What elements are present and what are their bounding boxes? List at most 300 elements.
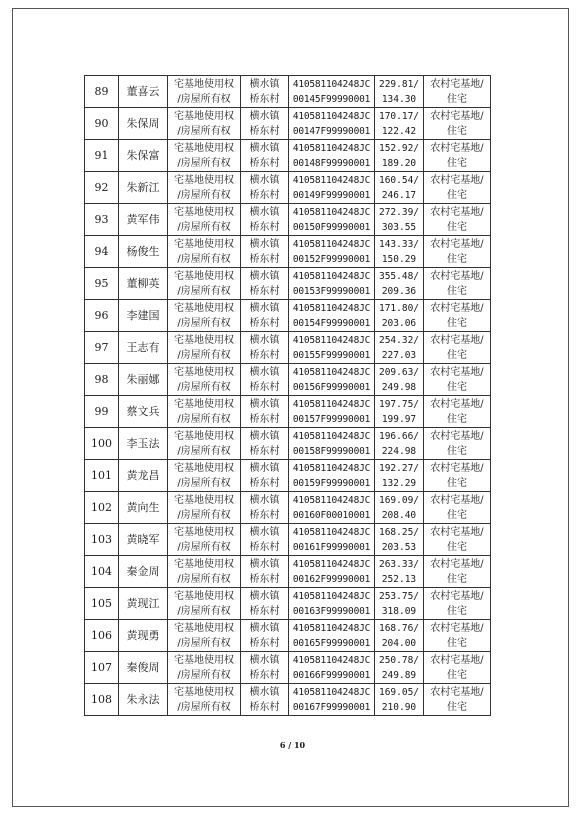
right-type-cell <box>168 556 241 588</box>
area-line: 122.42 <box>381 125 417 137</box>
unit-code-line: 410581104248JC <box>292 302 371 314</box>
owner-name-cell: 黄军伟 <box>119 204 168 236</box>
area-line: 303.55 <box>381 221 417 233</box>
unit-code-line: 410581104248JC <box>292 654 371 666</box>
right-type-cell <box>168 204 241 236</box>
area-line: 253.75/ <box>378 590 420 602</box>
row-number-cell: 91 <box>85 140 119 172</box>
right-type-line: /房屋所有权 <box>177 477 231 489</box>
location-line: 桥东村 <box>249 317 280 329</box>
owner-name-cell: 秦金周 <box>119 556 168 588</box>
unit-code-line: 410581104248JC <box>292 334 371 346</box>
land-use-line: 住宅 <box>447 381 467 393</box>
location-line: 桥东村 <box>249 573 280 585</box>
area-line: 208.40 <box>381 509 417 521</box>
location-line: 横水镇 <box>249 238 280 250</box>
unit-code-cell <box>289 300 375 332</box>
row-number-cell: 102 <box>85 492 119 524</box>
location-line: 桥东村 <box>249 477 280 489</box>
location-line: 横水镇 <box>249 590 280 602</box>
location-line: 桥东村 <box>249 541 280 553</box>
row-number-cell: 100 <box>85 428 119 460</box>
table-row <box>85 460 491 492</box>
right-type-line: 宅基地使用权 <box>174 366 234 378</box>
land-use-line: 住宅 <box>447 93 467 105</box>
unit-code-line: 00167F99990001 <box>292 701 371 713</box>
row-number-cell: 92 <box>85 172 119 204</box>
row-number-cell: 90 <box>85 108 119 140</box>
location-line: 横水镇 <box>249 686 280 698</box>
owner-name-cell: 黄现江 <box>119 588 168 620</box>
row-number-cell: 106 <box>85 620 119 652</box>
area-cell <box>375 684 424 716</box>
area-line: 249.98 <box>381 381 417 393</box>
land-use-line: 农村宅基地/ <box>430 206 484 218</box>
area-line: 249.89 <box>381 669 417 681</box>
right-type-cell <box>168 588 241 620</box>
unit-code-line: 00160F00010001 <box>292 509 371 521</box>
unit-code-cell <box>289 492 375 524</box>
location-line: 桥东村 <box>249 381 280 393</box>
land-use-line: 农村宅基地/ <box>430 334 484 346</box>
right-type-cell <box>168 364 241 396</box>
table-body <box>85 76 491 716</box>
right-type-cell <box>168 236 241 268</box>
row-number-cell: 104 <box>85 556 119 588</box>
area-cell <box>375 396 424 428</box>
land-use-line: 农村宅基地/ <box>430 494 484 506</box>
right-type-cell <box>168 652 241 684</box>
right-type-line: /房屋所有权 <box>177 285 231 297</box>
area-cell <box>375 268 424 300</box>
right-type-line: 宅基地使用权 <box>174 334 234 346</box>
right-type-cell <box>168 620 241 652</box>
unit-code-line: 00163F99990001 <box>292 605 371 617</box>
location-line: 横水镇 <box>249 174 280 186</box>
unit-code-line: 00155F99990001 <box>292 349 371 361</box>
area-line: 227.03 <box>381 349 417 361</box>
unit-code-line: 00156F99990001 <box>292 381 371 393</box>
row-number-cell: 89 <box>85 76 119 108</box>
land-use-cell <box>424 268 491 300</box>
right-type-line: /房屋所有权 <box>177 125 231 137</box>
location-line: 横水镇 <box>249 366 280 378</box>
area-line: 250.78/ <box>378 654 420 666</box>
table-row <box>85 620 491 652</box>
owner-name-cell: 朱永法 <box>119 684 168 716</box>
right-type-cell <box>168 428 241 460</box>
right-type-line: 宅基地使用权 <box>174 526 234 538</box>
unit-code-line: 00158F99990001 <box>292 445 371 457</box>
table-row <box>85 684 491 716</box>
unit-code-line: 00152F99990001 <box>292 253 371 265</box>
location-cell <box>241 332 289 364</box>
location-cell <box>241 428 289 460</box>
land-use-cell <box>424 556 491 588</box>
area-line: 199.97 <box>381 413 417 425</box>
owner-name-cell: 朱新江 <box>119 172 168 204</box>
land-use-line: 农村宅基地/ <box>430 462 484 474</box>
unit-code-line: 410581104248JC <box>292 78 371 90</box>
table-row <box>85 268 491 300</box>
area-cell <box>375 620 424 652</box>
right-type-line: /房屋所有权 <box>177 445 231 457</box>
unit-code-line: 00165F99990001 <box>292 637 371 649</box>
right-type-cell <box>168 108 241 140</box>
right-type-line: /房屋所有权 <box>177 573 231 585</box>
location-cell <box>241 140 289 172</box>
area-line: 192.27/ <box>378 462 420 474</box>
area-line: 318.09 <box>381 605 417 617</box>
owner-name-cell: 董柳英 <box>119 268 168 300</box>
land-use-line: 住宅 <box>447 509 467 521</box>
location-cell <box>241 396 289 428</box>
location-cell <box>241 620 289 652</box>
unit-code-line: 410581104248JC <box>292 174 371 186</box>
area-cell <box>375 76 424 108</box>
location-cell <box>241 268 289 300</box>
table-row <box>85 236 491 268</box>
right-type-line: /房屋所有权 <box>177 541 231 553</box>
area-line: 210.90 <box>381 701 417 713</box>
location-cell <box>241 364 289 396</box>
right-type-line: /房屋所有权 <box>177 221 231 233</box>
table-row <box>85 524 491 556</box>
row-number-cell: 103 <box>85 524 119 556</box>
area-line: 171.80/ <box>378 302 420 314</box>
right-type-line: 宅基地使用权 <box>174 78 234 90</box>
land-use-line: 住宅 <box>447 253 467 265</box>
right-type-cell <box>168 460 241 492</box>
location-cell <box>241 492 289 524</box>
table-row <box>85 332 491 364</box>
location-line: 桥东村 <box>249 413 280 425</box>
unit-code-line: 410581104248JC <box>292 622 371 634</box>
row-number-cell: 98 <box>85 364 119 396</box>
right-type-line: /房屋所有权 <box>177 253 231 265</box>
land-use-line: 住宅 <box>447 541 467 553</box>
owner-name-cell: 王志有 <box>119 332 168 364</box>
area-line: 143.33/ <box>378 238 420 250</box>
area-line: 246.17 <box>381 189 417 201</box>
unit-code-line: 410581104248JC <box>292 430 371 442</box>
land-use-line: 农村宅基地/ <box>430 398 484 410</box>
right-type-line: /房屋所有权 <box>177 669 231 681</box>
area-cell <box>375 364 424 396</box>
unit-code-cell <box>289 460 375 492</box>
table-row <box>85 396 491 428</box>
location-line: 桥东村 <box>249 157 280 169</box>
land-use-cell <box>424 588 491 620</box>
land-use-line: 住宅 <box>447 189 467 201</box>
unit-code-cell <box>289 268 375 300</box>
table-row <box>85 76 491 108</box>
land-use-line: 农村宅基地/ <box>430 526 484 538</box>
land-use-line: 住宅 <box>447 125 467 137</box>
area-cell <box>375 492 424 524</box>
location-line: 横水镇 <box>249 398 280 410</box>
right-type-line: /房屋所有权 <box>177 381 231 393</box>
area-cell <box>375 588 424 620</box>
land-use-line: 农村宅基地/ <box>430 622 484 634</box>
unit-code-line: 410581104248JC <box>292 462 371 474</box>
area-line: 224.98 <box>381 445 417 457</box>
unit-code-line: 410581104248JC <box>292 398 371 410</box>
right-type-cell <box>168 492 241 524</box>
unit-code-cell <box>289 236 375 268</box>
area-line: 229.81/ <box>378 78 420 90</box>
right-type-line: /房屋所有权 <box>177 413 231 425</box>
area-cell <box>375 300 424 332</box>
owner-name-cell: 李建国 <box>119 300 168 332</box>
area-cell <box>375 172 424 204</box>
location-line: 桥东村 <box>249 253 280 265</box>
unit-code-cell <box>289 556 375 588</box>
area-cell <box>375 204 424 236</box>
location-line: 桥东村 <box>249 93 280 105</box>
unit-code-cell <box>289 588 375 620</box>
unit-code-cell <box>289 332 375 364</box>
unit-code-line: 00147F99990001 <box>292 125 371 137</box>
land-use-cell <box>424 140 491 172</box>
right-type-line: 宅基地使用权 <box>174 238 234 250</box>
unit-code-line: 410581104248JC <box>292 142 371 154</box>
owner-name-cell: 蔡文兵 <box>119 396 168 428</box>
area-line: 272.39/ <box>378 206 420 218</box>
unit-code-cell <box>289 396 375 428</box>
row-number-cell: 95 <box>85 268 119 300</box>
area-line: 252.13 <box>381 573 417 585</box>
area-line: 170.17/ <box>378 110 420 122</box>
land-use-line: 住宅 <box>447 605 467 617</box>
location-line: 横水镇 <box>249 622 280 634</box>
right-type-cell <box>168 332 241 364</box>
owner-name-cell: 秦俊周 <box>119 652 168 684</box>
location-line: 横水镇 <box>249 206 280 218</box>
unit-code-line: 00148F99990001 <box>292 157 371 169</box>
location-cell <box>241 108 289 140</box>
unit-code-line: 00161F99990001 <box>292 541 371 553</box>
unit-code-line: 410581104248JC <box>292 590 371 602</box>
land-use-cell <box>424 364 491 396</box>
location-cell <box>241 300 289 332</box>
location-line: 横水镇 <box>249 462 280 474</box>
area-line: 150.29 <box>381 253 417 265</box>
owner-name-cell: 杨俊生 <box>119 236 168 268</box>
right-type-line: 宅基地使用权 <box>174 686 234 698</box>
location-line: 横水镇 <box>249 654 280 666</box>
right-type-line: /房屋所有权 <box>177 189 231 201</box>
land-use-line: 农村宅基地/ <box>430 238 484 250</box>
location-cell <box>241 460 289 492</box>
location-line: 横水镇 <box>249 110 280 122</box>
row-number-cell: 93 <box>85 204 119 236</box>
owner-name-cell: 黄现勇 <box>119 620 168 652</box>
unit-code-line: 410581104248JC <box>292 686 371 698</box>
unit-code-line: 410581104248JC <box>292 366 371 378</box>
right-type-line: /房屋所有权 <box>177 509 231 521</box>
unit-code-cell <box>289 620 375 652</box>
right-type-line: /房屋所有权 <box>177 605 231 617</box>
location-cell <box>241 204 289 236</box>
unit-code-line: 410581104248JC <box>292 494 371 506</box>
owner-name-cell: 黄晓军 <box>119 524 168 556</box>
location-cell <box>241 556 289 588</box>
unit-code-line: 00154F99990001 <box>292 317 371 329</box>
unit-code-line: 410581104248JC <box>292 206 371 218</box>
unit-code-cell <box>289 172 375 204</box>
area-cell <box>375 556 424 588</box>
land-use-cell <box>424 620 491 652</box>
location-line: 桥东村 <box>249 605 280 617</box>
table-row <box>85 492 491 524</box>
area-line: 132.29 <box>381 477 417 489</box>
unit-code-line: 00153F99990001 <box>292 285 371 297</box>
land-use-cell <box>424 332 491 364</box>
right-type-line: /房屋所有权 <box>177 317 231 329</box>
land-use-line: 住宅 <box>447 477 467 489</box>
location-cell <box>241 588 289 620</box>
area-line: 152.92/ <box>378 142 420 154</box>
area-line: 196.66/ <box>378 430 420 442</box>
location-cell <box>241 236 289 268</box>
land-use-line: 农村宅基地/ <box>430 558 484 570</box>
land-use-line: 农村宅基地/ <box>430 78 484 90</box>
location-line: 桥东村 <box>249 189 280 201</box>
land-use-line: 农村宅基地/ <box>430 590 484 602</box>
location-line: 桥东村 <box>249 285 280 297</box>
right-type-line: 宅基地使用权 <box>174 206 234 218</box>
area-line: 355.48/ <box>378 270 420 282</box>
right-type-line: 宅基地使用权 <box>174 622 234 634</box>
location-line: 横水镇 <box>249 526 280 538</box>
table-row <box>85 140 491 172</box>
area-cell <box>375 140 424 172</box>
table-row <box>85 556 491 588</box>
unit-code-line: 00166F99990001 <box>292 669 371 681</box>
right-type-line: /房屋所有权 <box>177 349 231 361</box>
land-use-cell <box>424 396 491 428</box>
right-type-cell <box>168 524 241 556</box>
area-line: 169.09/ <box>378 494 420 506</box>
area-cell <box>375 524 424 556</box>
area-line: 134.30 <box>381 93 417 105</box>
land-use-line: 住宅 <box>447 349 467 361</box>
area-line: 209.36 <box>381 285 417 297</box>
land-use-cell <box>424 492 491 524</box>
owner-name-cell: 朱丽娜 <box>119 364 168 396</box>
land-use-line: 农村宅基地/ <box>430 174 484 186</box>
right-type-cell <box>168 300 241 332</box>
row-number-cell: 94 <box>85 236 119 268</box>
location-line: 横水镇 <box>249 558 280 570</box>
land-use-line: 住宅 <box>447 637 467 649</box>
table-row <box>85 652 491 684</box>
area-line: 189.20 <box>381 157 417 169</box>
owner-name-cell: 董喜云 <box>119 76 168 108</box>
land-use-line: 农村宅基地/ <box>430 366 484 378</box>
land-use-line: 农村宅基地/ <box>430 654 484 666</box>
area-cell <box>375 332 424 364</box>
right-type-line: 宅基地使用权 <box>174 270 234 282</box>
right-type-cell <box>168 140 241 172</box>
right-type-cell <box>168 396 241 428</box>
right-type-line: 宅基地使用权 <box>174 142 234 154</box>
area-line: 197.75/ <box>378 398 420 410</box>
area-line: 254.32/ <box>378 334 420 346</box>
location-line: 桥东村 <box>249 221 280 233</box>
row-number-cell: 101 <box>85 460 119 492</box>
location-line: 横水镇 <box>249 78 280 90</box>
owner-name-cell: 黄龙昌 <box>119 460 168 492</box>
land-use-line: 住宅 <box>447 669 467 681</box>
right-type-cell <box>168 684 241 716</box>
area-line: 263.33/ <box>378 558 420 570</box>
row-number-cell: 105 <box>85 588 119 620</box>
right-type-line: 宅基地使用权 <box>174 558 234 570</box>
unit-code-cell <box>289 524 375 556</box>
right-type-cell <box>168 268 241 300</box>
property-rights-table <box>84 75 491 716</box>
unit-code-line: 00159F99990001 <box>292 477 371 489</box>
land-use-cell <box>424 300 491 332</box>
unit-code-line: 00145F99990001 <box>292 93 371 105</box>
location-cell <box>241 172 289 204</box>
right-type-cell <box>168 172 241 204</box>
right-type-line: 宅基地使用权 <box>174 110 234 122</box>
row-number-cell: 96 <box>85 300 119 332</box>
land-use-line: 住宅 <box>447 221 467 233</box>
unit-code-cell <box>289 364 375 396</box>
unit-code-cell <box>289 76 375 108</box>
land-use-line: 农村宅基地/ <box>430 270 484 282</box>
owner-name-cell: 黄向生 <box>119 492 168 524</box>
area-line: 168.25/ <box>378 526 420 538</box>
location-cell <box>241 76 289 108</box>
right-type-line: 宅基地使用权 <box>174 398 234 410</box>
area-cell <box>375 652 424 684</box>
unit-code-cell <box>289 108 375 140</box>
land-use-cell <box>424 204 491 236</box>
table-row <box>85 364 491 396</box>
right-type-line: 宅基地使用权 <box>174 462 234 474</box>
land-use-cell <box>424 460 491 492</box>
right-type-line: 宅基地使用权 <box>174 302 234 314</box>
land-use-cell <box>424 172 491 204</box>
unit-code-line: 410581104248JC <box>292 110 371 122</box>
location-line: 横水镇 <box>249 270 280 282</box>
area-cell <box>375 460 424 492</box>
right-type-line: 宅基地使用权 <box>174 654 234 666</box>
right-type-cell <box>168 76 241 108</box>
row-number-cell: 99 <box>85 396 119 428</box>
owner-name-cell: 李玉法 <box>119 428 168 460</box>
unit-code-cell <box>289 140 375 172</box>
location-line: 桥东村 <box>249 509 280 521</box>
area-cell <box>375 428 424 460</box>
land-use-line: 住宅 <box>447 285 467 297</box>
right-type-line: 宅基地使用权 <box>174 174 234 186</box>
unit-code-line: 410581104248JC <box>292 558 371 570</box>
unit-code-line: 00149F99990001 <box>292 189 371 201</box>
unit-code-cell <box>289 428 375 460</box>
location-cell <box>241 684 289 716</box>
land-use-line: 住宅 <box>447 317 467 329</box>
land-use-cell <box>424 108 491 140</box>
unit-code-line: 410581104248JC <box>292 270 371 282</box>
location-line: 桥东村 <box>249 701 280 713</box>
right-type-line: /房屋所有权 <box>177 701 231 713</box>
